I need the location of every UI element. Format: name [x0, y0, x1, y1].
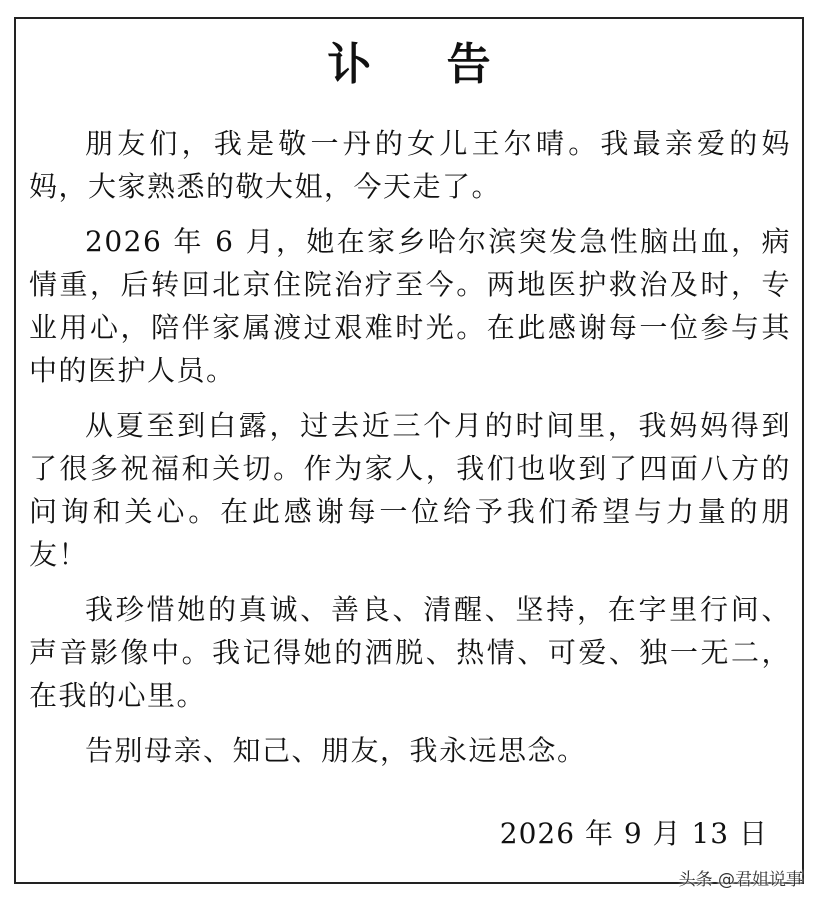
- notice-title: 讣 告: [327, 39, 521, 90]
- paragraph-3: 从夏至到白露，过去近三个月的时间里，我妈妈得到了很多祝福和关切。作为家人，我们也收到了四面八方的问询和关心。在此感谢每一位给予我们希望与力量的朋友！: [29, 409, 791, 571]
- notice-body: [29, 122, 791, 784]
- paragraph-1: 朋友们，我是敬一丹的女儿王尔晴。我最亲爱的妈妈，大家熟悉的敬大姐，今天走了。: [29, 127, 791, 203]
- notice-frame: [14, 17, 804, 884]
- paragraph-2: 2026 年 6 月，她在家乡哈尔滨突发急性脑出血，病情重，后转回北京住院治疗至今。两地医护救治及时，专业用心，陪伴家属渡过艰难时光。在此感谢每一位参与其中的医护人员。: [29, 225, 791, 387]
- paragraph-4: 我珍惜她的真诚、善良、清醒、坚持，在字里行间、声音影像中。我记得她的洒脱、热情、可爱、独一无二，在我的心里。: [29, 593, 791, 712]
- watermark-label: 头条 @君姐说事: [678, 870, 803, 890]
- paragraph-5: 告别母亲、知己、朋友，我永远思念。: [85, 734, 587, 767]
- notice-date: 2026 年 9 月 13 日: [499, 817, 768, 850]
